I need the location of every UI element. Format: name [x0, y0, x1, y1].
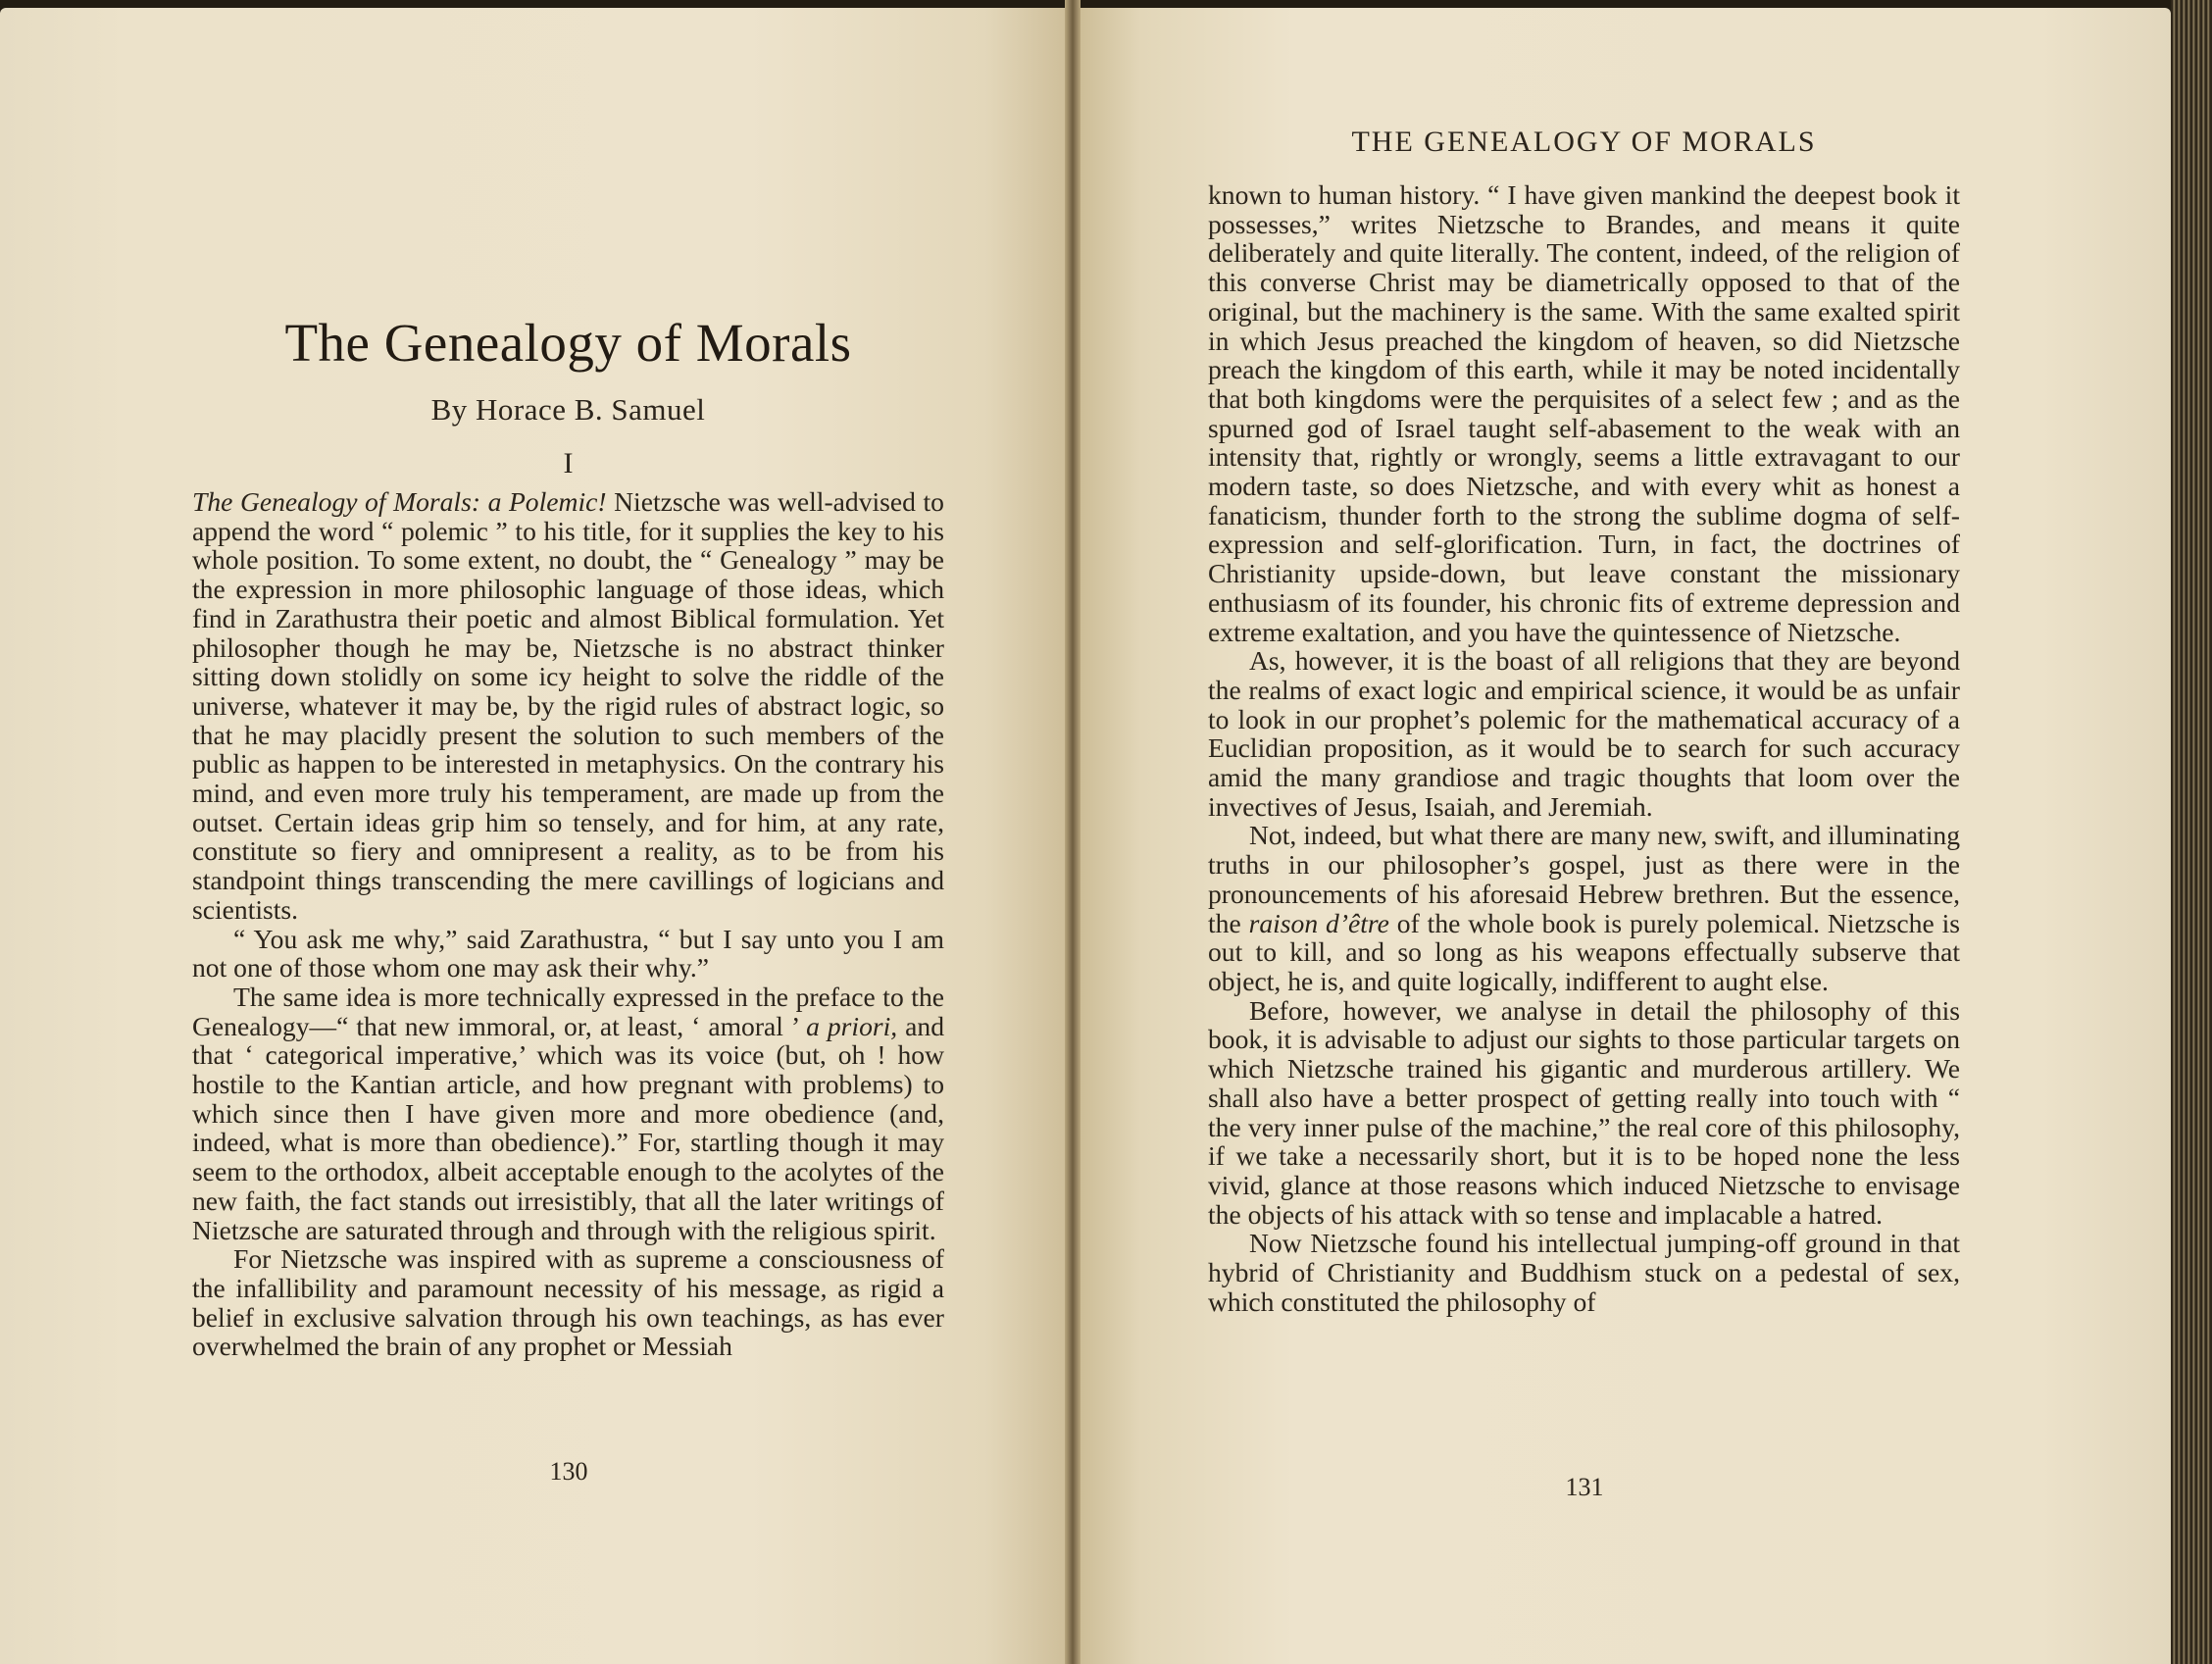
paragraph: [1208, 821, 1960, 995]
paragraph-text: Now Nietzsche found his intellectual jumping-off ground in that hybrid of Christianity and Buddhism stuck on a pedestal of sex, which constituted the philosophy of: [1208, 1228, 1960, 1317]
article-title: The Genealogy of Morals: [284, 313, 852, 373]
page-number-left: 130: [549, 1457, 588, 1486]
paragraph: [192, 983, 944, 1244]
paragraph-text: As, however, it is the boast of all religions that they are beyond the realms of exact logic and empirical science, it would be as unfair to look in our prophet’s polemic for the mathematical accuracy of a Euclidian proposition, as it would be to search for such accuracy amid the many grandiose and tragic thoughts that loom over the invectives of Jesus, Isaiah, and Jeremiah.: [1208, 645, 1960, 822]
running-head: THE GENEALOGY OF MORALS: [1351, 126, 1817, 158]
paragraph-text: and that ‘ categorical imperative,’ which was its voice (but, oh ! how hostile to the Kantian article, and how pregnant with problems) to which since then I have given more and more obedience (and, indeed, what is more than obedience).” For, startling though it may seem to the orthodox, albeit acceptable enough to the acolytes of the new faith, the fact stands out irresistibly, that all the later writings of Nietzsche are saturated through and through with the religious spirit.: [192, 1010, 945, 1245]
paragraph: [192, 487, 944, 925]
right-body-text: [1208, 180, 1960, 1316]
section-number: I: [563, 447, 574, 479]
page-number-right: 131: [1565, 1473, 1604, 1501]
paragraph: [1208, 996, 1960, 1230]
paragraph-text: Before, however, we analyse in detail the philosophy of this book, it is advisable to adjust our sights to those particular targets on which Nietzsche trained his gigantic and murderous artillery. We shall also have a better prospect of getting really into touch with “ the very inner pulse of the machine,” the real core of this philosophy, if we take a necessarily short, but it is to be hoped none the less vivid, glance at those reasons which induced Nietzsche to envisage the objects of his attack with so tense and implacable a hatred.: [1208, 994, 1960, 1230]
paragraph: [1208, 180, 1960, 646]
book-gutter: [1065, 0, 1081, 1664]
italic-phrase: a priori,: [806, 1010, 898, 1041]
left-body-text: [192, 487, 944, 1361]
italic-lead: The Genealogy of Morals: a Polemic!: [192, 486, 607, 517]
paragraph: [1208, 1229, 1960, 1316]
page-edges: [2171, 0, 2212, 1664]
paragraph: [192, 1244, 944, 1361]
paragraph: [1208, 646, 1960, 821]
paragraph-text: of the whole book is purely polemical. Nietzsche is out to kill, and so long as his weapons effectually subserve that object, he is, and quite logically, indifferent to aught else.: [1208, 907, 1961, 996]
paragraph-text: known to human history. “ I have given mankind the deepest book it possesses,” writes Nietzsche to Brandes, and means it quite deliberately and quite literally. The content, indeed, of the religion of this converse Christ may be diametrically opposed to that of the original, but the machinery is the same. With the same exalted spirit in which Jesus preached the kingdom of heaven, so did Nietzsche preach the kingdom of this earth, while it may be noted incidentally that both kingdoms were the perquisites of a select few ; and as the spurned god of Israel taught self-abasement to the weak with an intensity that, rightly or wrongly, seems a little extravagant to our modern taste, so does Nietzsche, and with every whit as honest a fanaticism, thunder forth to the strong the sublime dogma of self-expression and self-glorification. Turn, in fact, the doctrines of Christianity upside-down, but leave constant the missionary enthusiasm of its founder, his chronic fits of extreme depression and extreme exaltation, and you have the quintessence of Nietzsche.: [1208, 179, 1960, 647]
paragraph: [192, 925, 944, 983]
paragraph-text: For Nietzsche was inspired with as supreme a consciousness of the infallibility and paramount necessity of his message, as rigid a belief in exclusive salvation through his own teachings, as has ever overwhelmed the brain of any prophet or Messiah: [192, 1243, 944, 1362]
paragraph-text: Nietzsche was well-advised to append the word “ polemic ” to his title, for it supplies the key to his whole position. To some extent, no doubt, the “ Genealogy ” may be the expression in more philosophic language of those ideas, which find in Zarathustra their poetic and almost Biblical formulation. Yet philosopher though he may be, Nietzsche is no abstract thinker sitting down stolidly on some icy height to solve the riddle of the universe, whatever it may be, by the rigid rules of abstract logic, so that he may placidly present the solution to such members of the public as happen to be interested in metaphysics. On the contrary his mind, and even more truly his temperament, are made up from the outset. Certain ideas grip him so tensely, and for him, at any rate, constitute so fiery and omnipresent a reality, as to be from his standpoint things transcending the mere cavillings of logicians and scientists.: [192, 486, 944, 925]
paragraph-text: “ You ask me why,” said Zarathustra, “ but I say unto you I am not one of those whom one may ask their why.”: [192, 923, 944, 983]
byline: By Horace B. Samuel: [430, 392, 706, 427]
paragraph-text: Not, indeed, but what there are many new, swift, and illuminating truths in our philosopher’s gospel, just as there were in the pronouncements of his aforesaid Hebrew brethren. But the essence, the: [1208, 820, 1960, 938]
italic-phrase: raison d’être: [1248, 907, 1389, 938]
paragraph-text: The same idea is more technically expressed in the preface to the Genealogy—“ that new immoral, or, at least, ‘ amoral ’: [192, 981, 944, 1041]
